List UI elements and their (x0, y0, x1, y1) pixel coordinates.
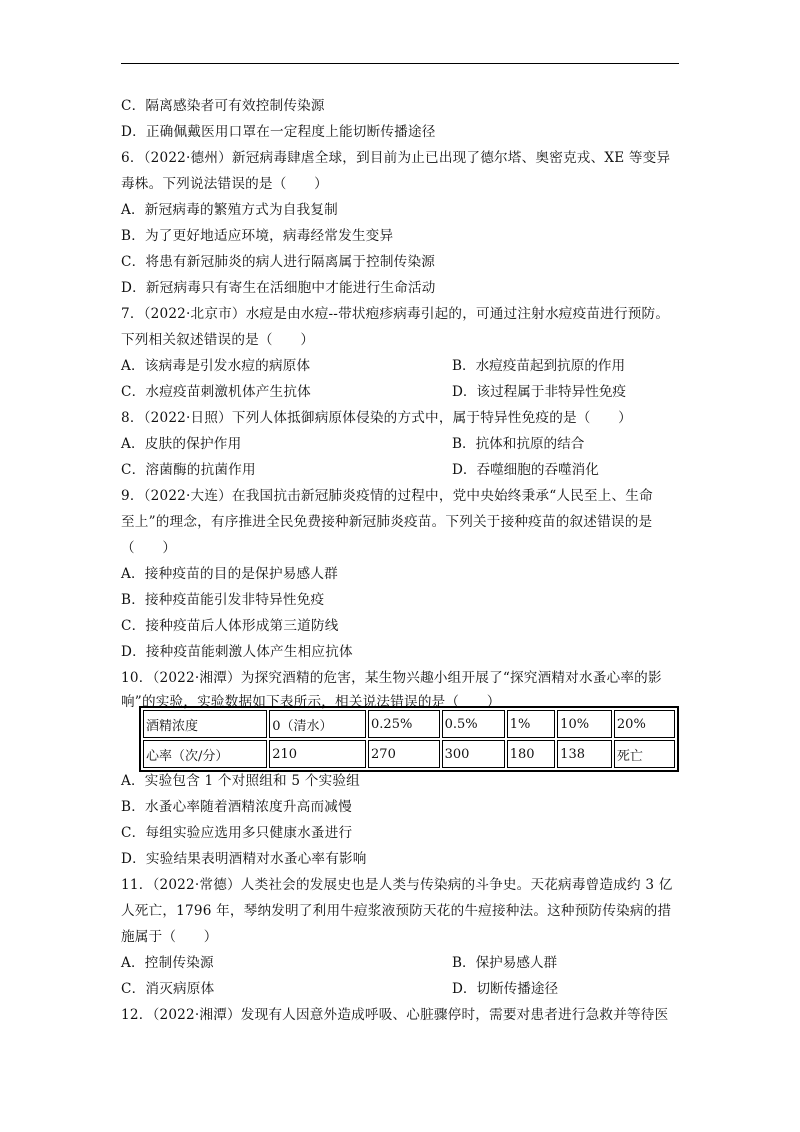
q10-stem-line1: 10．（2022·湘潭）为探究酒精的危害，某生物兴趣小组开展了“探究酒精对水蚤心率的影 (121, 670, 662, 686)
q8-option-d: D．吞噬细胞的吞噬消化 (452, 462, 599, 478)
header-rule (121, 63, 679, 64)
q10-stem-line2: 响”的实验，实验数据如下表所示，相关说法错误的是（ ） (121, 694, 501, 710)
table-cell: 心率（次/分） (143, 740, 267, 768)
q6-option-c: C．将患有新冠肺炎的病人进行隔离属于控制传染源 (121, 254, 436, 270)
q10-option-b: B．水蚤心率随着酒精浓度升高而减慢 (121, 799, 352, 815)
q7-option-c: C．水痘疫苗刺激机体产生抗体 (121, 384, 311, 400)
q11-option-c: C．消灭病原体 (121, 981, 215, 997)
q10-option-d: D．实验结果表明酒精对水蚤心率有影响 (121, 851, 367, 867)
table-cell: 20% (614, 710, 675, 738)
q6-option-a: A．新冠病毒的繁殖方式为自我复制 (121, 202, 338, 218)
q7-option-d: D．该过程属于非特异性免疫 (452, 384, 627, 400)
q8-option-c: C．溶菌酶的抗菌作用 (121, 462, 256, 478)
q10-option-c: C．每组实验应选用多只健康水蚤进行 (121, 825, 353, 841)
q6-option-d: D．新冠病毒只有寄生在活细胞中才能进行生命活动 (121, 280, 436, 296)
q11-option-b: B．保护易感人群 (452, 955, 558, 971)
q7-stem-line2: 下列相关叙述错误的是（ ） (121, 332, 315, 348)
q8-stem-line1: 8．（2022·日照）下列人体抵御病原体侵染的方式中，属于特异性免疫的是（ ） (121, 410, 632, 426)
q12-stem-line1: 12．（2022·湘潭）发现有人因意外造成呼吸、心脏骤停时，需要对患者进行急救并等待医 (121, 1007, 669, 1023)
q5-option-c: C．隔离感染者可有效控制传染源 (121, 98, 325, 114)
q7-option-b: B．水痘疫苗起到抗原的作用 (452, 358, 626, 374)
q11-stem-line2: 人死亡，1796 年，琴纳发明了利用牛痘浆液预防天花的牛痘接种法。这种预防传染病的措 (121, 903, 672, 919)
q6-stem-line2: 毒株。下列说法错误的是（ ） (121, 176, 328, 192)
table-cell: 酒精浓度 (143, 710, 267, 738)
q9-option-a: A．接种疫苗的目的是保护易感人群 (121, 566, 338, 582)
q7-stem-line1: 7．（2022·北京市）水痘是由水痘--带状疱疹病毒引起的，可通过注射水痘疫苗进行预防。 (121, 306, 670, 322)
table-cell: 138 (557, 740, 612, 768)
q9-option-b: B．接种疫苗能引发非特异性免疫 (121, 592, 325, 608)
q9-stem-line2: 至上”的理念，有序推进全民免费接种新冠肺炎疫苗。下列关于接种疫苗的叙述错误的是 (121, 514, 653, 530)
q9-option-c: C．接种疫苗后人体形成第三道防线 (121, 618, 339, 634)
q8-option-a: A．皮肤的保护作用 (121, 436, 242, 452)
q11-option-a: A．控制传染源 (121, 955, 214, 971)
q7-option-a: A．该病毒是引发水痘的病原体 (121, 358, 311, 374)
table-cell: 0.25% (368, 710, 440, 738)
q11-stem-line3: 施属于（ ） (121, 929, 218, 945)
q11-option-d: D．切断传播途径 (452, 981, 559, 997)
q10-option-a: A．实验包含 1 个对照组和 5 个实验组 (121, 773, 360, 789)
q8-option-b: B．抗体和抗原的结合 (452, 436, 585, 452)
table-cell: 210 (269, 740, 366, 768)
table-row (143, 740, 675, 768)
q6-stem-line1: 6．（2022·德州）新冠病毒肆虐全球，到目前为止已出现了德尔塔、奥密克戎、XE 等变异 (121, 150, 671, 166)
table-cell: 10% (557, 710, 612, 738)
table-row (143, 710, 675, 738)
table-cell: 180 (507, 740, 555, 768)
table-cell: 0.5% (442, 710, 505, 738)
table-cell: 死亡 (614, 740, 675, 768)
q9-option-d: D．接种疫苗能刺激人体产生相应抗体 (121, 644, 353, 660)
q11-stem-line1: 11．（2022·常德）人类社会的发展史也是人类与传染病的斗争史。天花病毒曾造成约 3 亿 (121, 877, 673, 893)
q9-stem-line3: （ ） (121, 540, 177, 556)
q9-stem-line1: 9．（2022·大连）在我国抗击新冠肺炎疫情的过程中，党中央始终秉承“人民至上、生命 (121, 488, 653, 504)
table-cell: 300 (442, 740, 505, 768)
table-cell: 0（清水） (269, 710, 366, 738)
alcohol-heart-rate-table (139, 706, 679, 772)
q6-option-b: B．为了更好地适应环境，病毒经常发生变异 (121, 228, 394, 244)
table-cell: 270 (368, 740, 440, 768)
table-cell: 1% (507, 710, 555, 738)
q5-option-d: D．正确佩戴医用口罩在一定程度上能切断传播途径 (121, 124, 436, 140)
